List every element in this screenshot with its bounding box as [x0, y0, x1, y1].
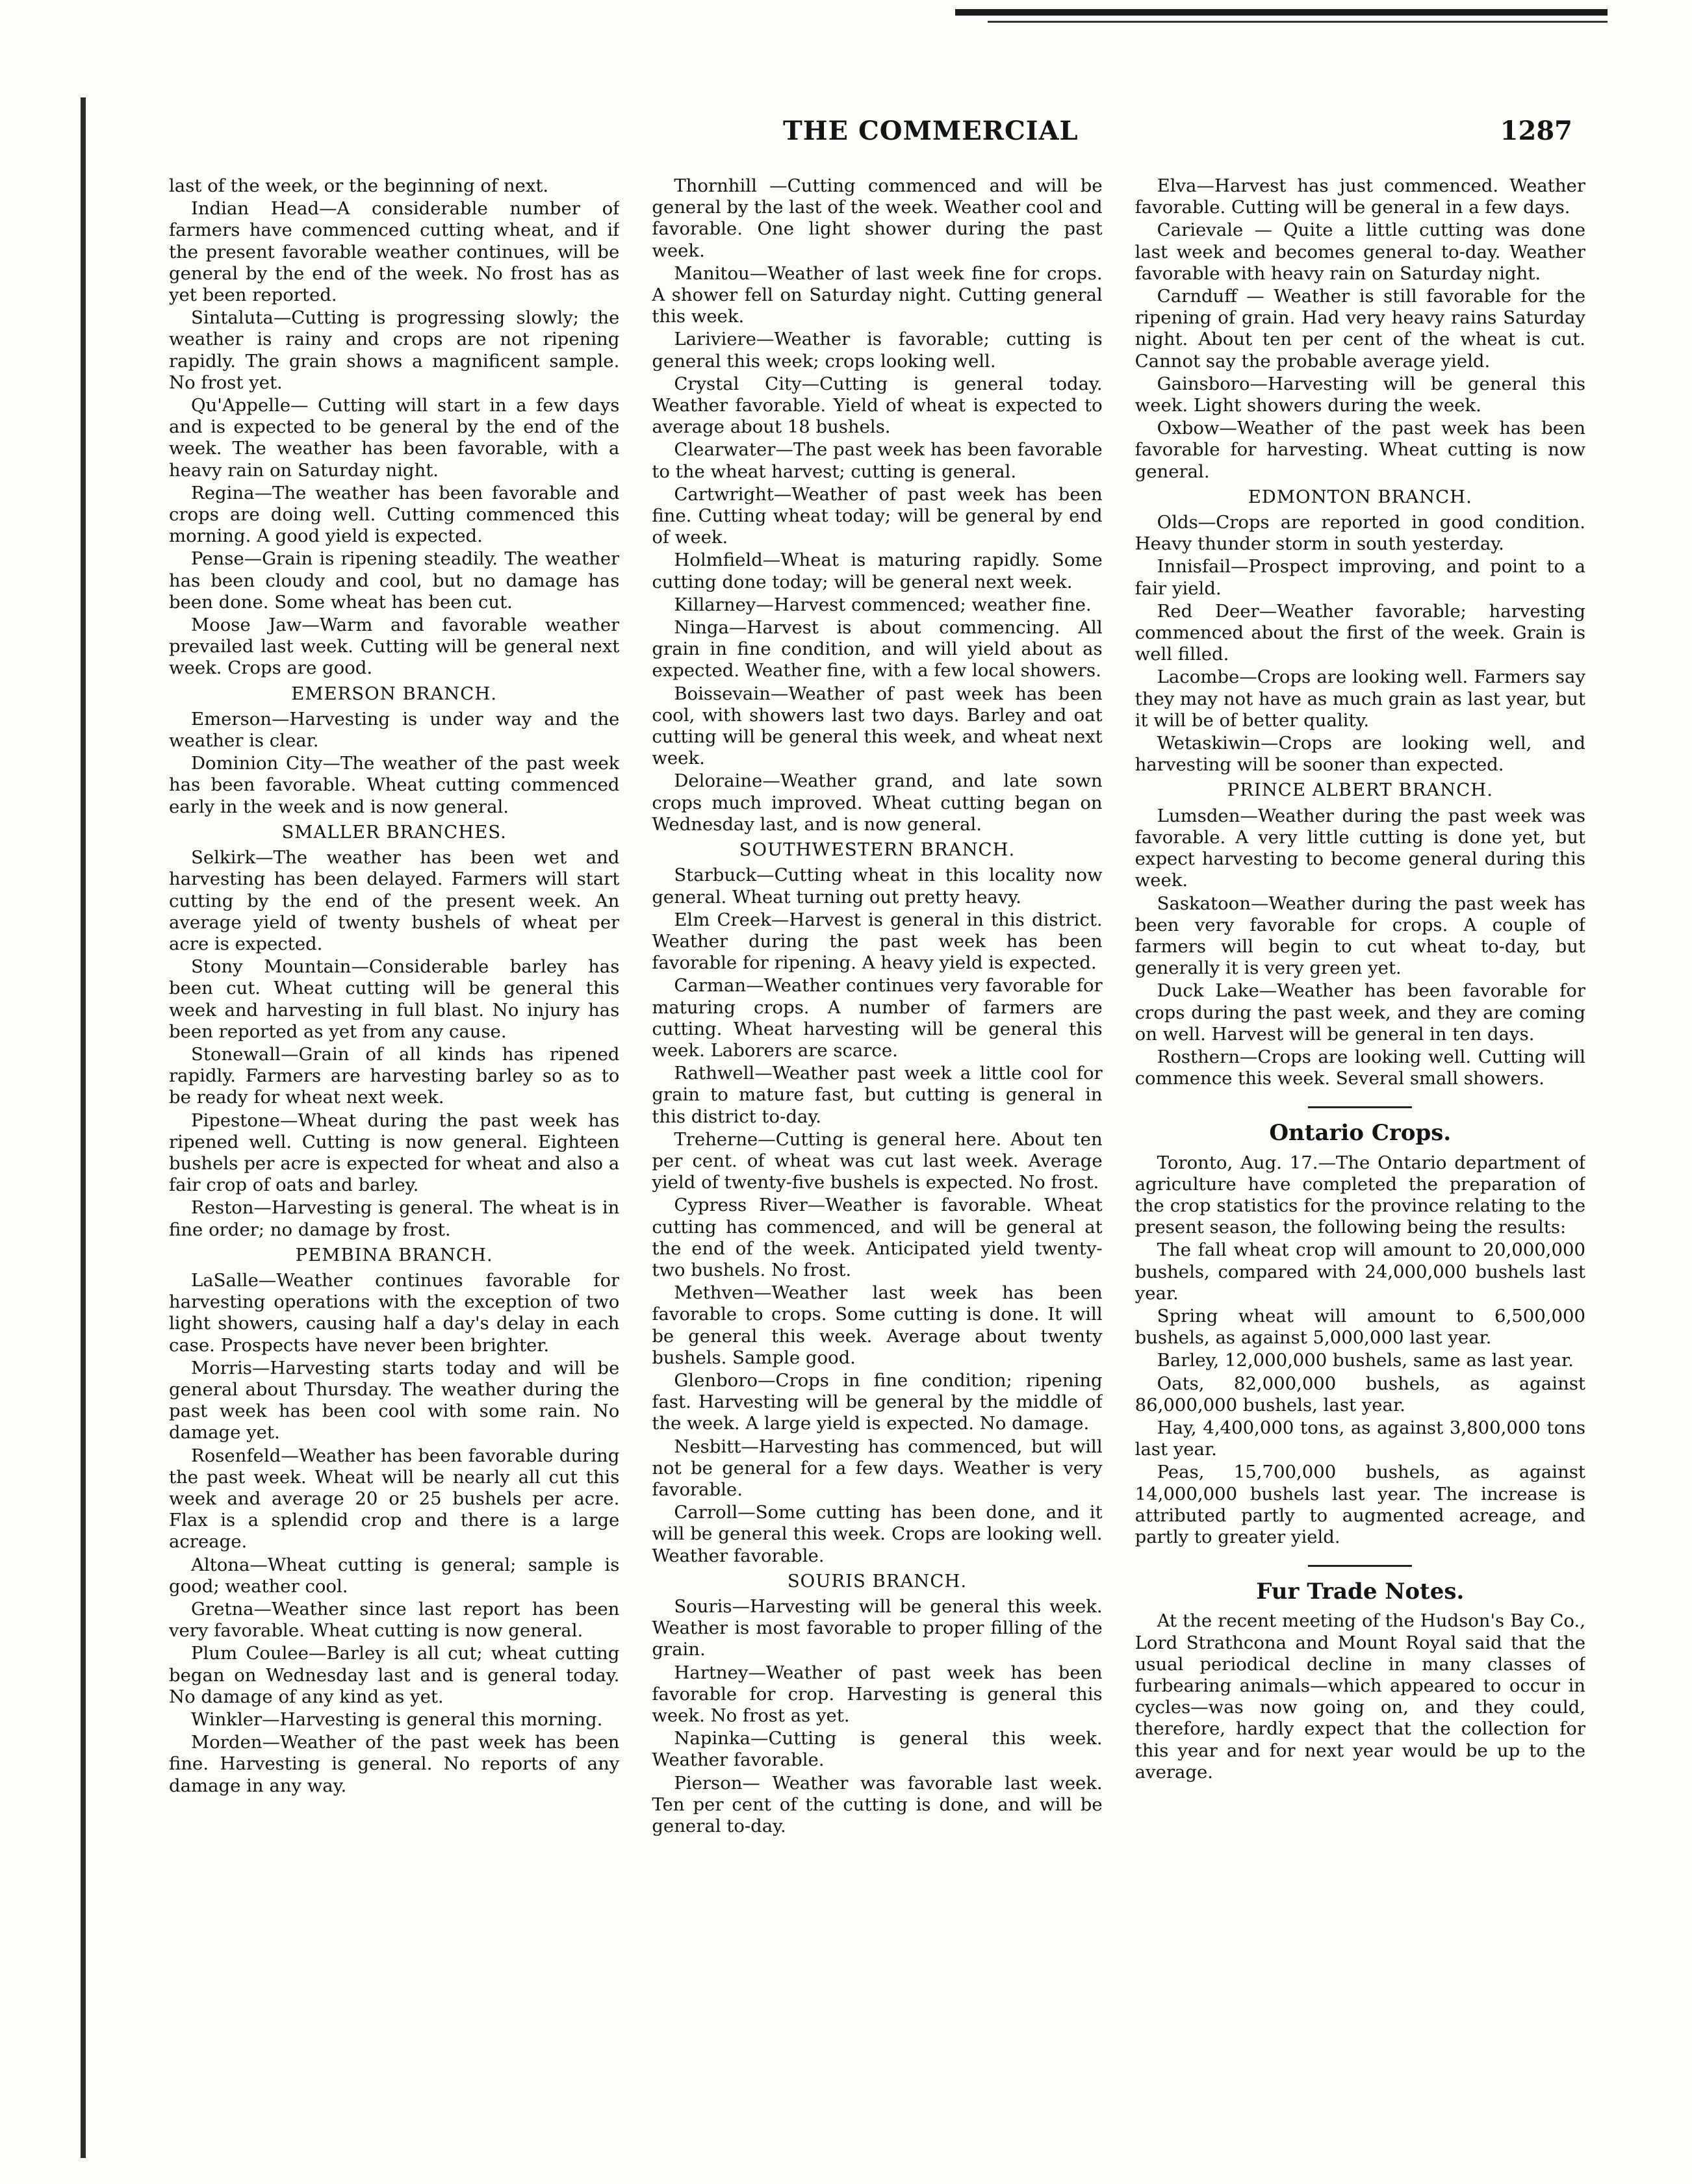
- paragraph: Morris—Harvesting starts today and will be general about Thursday. The weather during the past week has been cool with some rain. No damage yet.: [169, 1357, 620, 1443]
- paragraph: Manitou—Weather of last week fine for crops. A shower fell on Saturday night. Cutting general this week.: [652, 262, 1103, 327]
- paragraph: Olds—Crops are reported in good condition. Heavy thunder storm in south yesterday.: [1134, 512, 1585, 555]
- column-3: [1135, 175, 1585, 2150]
- paragraph: Carroll—Some cutting has been done, and it will be general this week. Crops are looking well. Weather favorable.: [652, 1502, 1103, 1566]
- paragraph: The fall wheat crop will amount to 20,000,000 bushels, compared with 24,000,000 bushels last year.: [1134, 1239, 1585, 1304]
- article-heading: Fur Trade Notes.: [1256, 1579, 1465, 1605]
- section-heading: SOUTHWESTERN BRANCH.: [739, 839, 1016, 861]
- binding-edge-line: [81, 97, 86, 2158]
- paragraph: Napinka—Cutting is general this week. Weather favorable.: [652, 1728, 1103, 1771]
- paragraph: Souris—Harvesting will be general this week. Weather is most favorable to proper filling of the grain.: [652, 1596, 1103, 1660]
- paragraph: Rathwell—Weather past week a little cool for grain to mature fast, but cutting is general in this district to-day.: [652, 1063, 1103, 1127]
- paragraph: Stonewall—Grain of all kinds has ripened rapidly. Farmers are harvesting barley so as to be ready for wheat next week.: [169, 1043, 620, 1108]
- paragraph: Selkirk—The weather has been wet and harvesting has been delayed. Farmers will start cutting by the end of the present week. An average yield of twenty bushels of wheat per acre is expected.: [169, 847, 620, 954]
- paragraph: Saskatoon—Weather during the past week has been very favorable for crops. A couple of farmers will begin to cut wheat to-day, but generally it is very green yet.: [1134, 893, 1585, 979]
- paragraph: Killarney—Harvest commenced; weather fine.: [674, 594, 1092, 615]
- top-rule-thin: [988, 21, 1608, 23]
- section-heading: SMALLER BRANCHES.: [281, 821, 507, 843]
- column-1: [169, 175, 619, 2150]
- paragraph: Methven—Weather last week has been favorable to crops. Some cutting is done. It will be general this week. Average about twenty bushels. Sample good.: [652, 1282, 1103, 1368]
- paragraph: Lariviere—Weather is favorable; cutting is general this week; crops looking well.: [652, 329, 1103, 372]
- paragraph: Treherne—Cutting is general here. About ten per cent. of wheat was cut last week. Average yield of twenty-five bushels is expected. No frost.: [652, 1128, 1103, 1193]
- paragraph: Hay, 4,400,000 tons, as against 3,800,000 tons last year.: [1134, 1417, 1585, 1460]
- paragraph: Wetaskiwin—Crops are looking well, and harvesting will be sooner than expected.: [1134, 733, 1585, 776]
- paragraph: Deloraine—Weather grand, and late sown crops much improved. Wheat cutting began on Wednesday last, and is now general.: [652, 770, 1103, 835]
- paragraph: Emerson—Harvesting is under way and the weather is clear.: [169, 708, 620, 752]
- article-columns: [169, 175, 1585, 2150]
- paragraph: Thornhill —Cutting commenced and will be general by the last of the week. Weather cool and favorable. One light shower during the past week.: [652, 175, 1103, 261]
- paragraph: Morden—Weather of the past week has been fine. Harvesting is general. No reports of any damage in any way.: [169, 1732, 620, 1796]
- paragraph: Qu'Appelle— Cutting will start in a few days and is expected to be general by the end of the week. The weather has been favorable, with a heavy rain on Saturday night.: [169, 395, 620, 481]
- paragraph: Gainsboro—Harvesting will be general this week. Light showers during the week.: [1134, 373, 1585, 416]
- column-2: [652, 175, 1102, 2150]
- paragraph: Oats, 82,000,000 bushels, as against 86,000,000 bushels, last year.: [1134, 1373, 1585, 1416]
- paragraph: Elva—Harvest has just commenced. Weather favorable. Cutting will be general in a few days.: [1134, 175, 1585, 218]
- paragraph: Oxbow—Weather of the past week has been favorable for harvesting. Wheat cutting is now general.: [1134, 418, 1585, 482]
- paragraph: Clearwater—The past week has been favorable to the wheat harvest; cutting is general.: [652, 439, 1103, 482]
- top-rule: [955, 9, 1608, 16]
- paragraph: Rosthern—Crops are looking well. Cutting will commence this week. Several small showers.: [1134, 1046, 1585, 1089]
- section-divider: [1308, 1565, 1412, 1567]
- paragraph: Glenboro—Crops in fine condition; ripening fast. Harvesting will be general by the middle of the week. A large yield is expected. No damage.: [652, 1369, 1103, 1434]
- paragraph: Indian Head—A considerable number of farmers have commenced cutting wheat, and if the present favorable weather continues, will be general by the end of the week. No frost has as yet been reported.: [169, 198, 620, 306]
- section-heading: PEMBINA BRANCH.: [295, 1244, 493, 1265]
- paragraph: Duck Lake—Weather has been favorable for crops during the past week, and they are coming on well. Harvest will be general in ten days.: [1134, 980, 1585, 1045]
- paragraph: Ninga—Harvest is about commencing. All grain in fine condition, and will yield about as expected. Weather fine, with a few local showers.: [652, 617, 1103, 681]
- section-heading: SOURIS BRANCH.: [787, 1570, 968, 1592]
- paragraph: Sintaluta—Cutting is progressing slowly; the weather is rainy and crops are not ripening rapidly. The grain shows a magnificent sample. No frost yet.: [169, 307, 620, 393]
- paragraph: Cypress River—Weather is favorable. Wheat cutting has commenced, and will be general at the end of the week. Anticipated yield twenty-two bushels. No frost.: [652, 1195, 1103, 1280]
- paragraph: Barley, 12,000,000 bushels, same as last year.: [1157, 1350, 1574, 1371]
- paragraph: Rosenfeld—Weather has been favorable during the past week. Wheat will be nearly all cut this week and average 20 or 25 bushels per acre. Flax is a splendid crop and there is a large acreage.: [169, 1445, 620, 1553]
- paragraph: Hartney—Weather of past week has been favorable for crop. Harvesting is general this week. No frost as yet.: [652, 1662, 1103, 1727]
- section-divider: [1308, 1106, 1412, 1108]
- paragraph: Stony Mountain—Considerable barley has been cut. Wheat cutting will be general this week and harvesting in full blast. No injury has been reported as yet from any cause.: [169, 956, 620, 1042]
- paragraph: last of the week, or the beginning of next.: [169, 175, 549, 196]
- paragraph: Nesbitt—Harvesting has commenced, but will not be general for a few days. Weather is very favorable.: [652, 1436, 1103, 1500]
- section-heading: EMERSON BRANCH.: [291, 683, 498, 704]
- paragraph: LaSalle—Weather continues favorable for harvesting operations with the exception of two light showers, causing half a day's delay in each case. Prospects have never been brighter.: [169, 1269, 620, 1356]
- section-heading: EDMONTON BRANCH.: [1248, 486, 1472, 507]
- section-heading: PRINCE ALBERT BRANCH.: [1227, 780, 1493, 801]
- paragraph: Holmfield—Wheat is maturing rapidly. Some cutting done today; will be general next week.: [652, 550, 1103, 592]
- paragraph: Lumsden—Weather during the past week was favorable. A very little cutting is done yet, but expect harvesting to become general during this week.: [1134, 805, 1585, 891]
- paragraph: Winkler—Harvesting is general this morning.: [191, 1709, 603, 1731]
- paragraph: Pierson— Weather was favorable last week. Ten per cent of the cutting is done, and will be general to-day.: [652, 1772, 1103, 1837]
- paragraph: Elm Creek—Harvest is general in this district. Weather during the past week has been favorable for ripening. A heavy yield is expected.: [652, 909, 1103, 974]
- paragraph: Dominion City—The weather of the past week has been favorable. Wheat cutting commenced early in the week and is now general.: [169, 753, 620, 817]
- page-number: 1287: [1500, 116, 1572, 146]
- paragraph: Plum Coulee—Barley is all cut; wheat cutting began on Wednesday last and is general today. No damage of any kind as yet.: [169, 1643, 620, 1707]
- paragraph: Toronto, Aug. 17.—The Ontario department of agriculture have completed the preparation of the crop statistics for the province relating to the present season, the following being the results:: [1134, 1152, 1585, 1238]
- paragraph: Pense—Grain is ripening steadily. The weather has been cloudy and cool, but no damage has been done. Some wheat has been cut.: [169, 548, 620, 613]
- paragraph: Regina—The weather has been favorable and crops are doing well. Cutting commenced this morning. A good yield is expected.: [169, 482, 620, 547]
- paragraph: Spring wheat will amount to 6,500,000 bushels, as against 5,000,000 last year.: [1134, 1305, 1585, 1349]
- paragraph: Altona—Wheat cutting is general; sample is good; weather cool.: [169, 1554, 620, 1597]
- running-title: THE COMMERCIAL: [783, 116, 1079, 146]
- paragraph: Gretna—Weather since last report has been very favorable. Wheat cutting is now general.: [169, 1599, 620, 1642]
- paragraph: Reston—Harvesting is general. The wheat is in fine order; no damage by frost.: [169, 1197, 620, 1240]
- paragraph: At the recent meeting of the Hudson's Bay Co., Lord Strathcona and Mount Royal said that the usual periodical decline in many classes of furbearing animals—which appeared to occur in cycles—was now going on, and they could, therefore, hardly expect that the collection for this year and for next year would be up to the average.: [1134, 1610, 1585, 1783]
- paragraph: Carnduff — Weather is still favorable for the ripening of grain. Had very heavy rains Saturday night. About ten per cent of the wheat is cut. Cannot say the probable average yield.: [1134, 286, 1585, 372]
- paragraph: Red Deer—Weather favorable; harvesting commenced about the first of the week. Grain is well filled.: [1134, 600, 1585, 665]
- paragraph: Carman—Weather continues very favorable for maturing crops. A number of farmers are cutting. Wheat harvesting will be general this week. Laborers are scarce.: [652, 975, 1103, 1061]
- paragraph: Moose Jaw—Warm and favorable weather prevailed last week. Cutting will be general next week. Crops are good.: [169, 615, 620, 679]
- paragraph: Crystal City—Cutting is general today. Weather favorable. Yield of wheat is expected to average about 18 bushels.: [652, 373, 1103, 438]
- paragraph: Boissevain—Weather of past week has been cool, with showers last two days. Barley and oat cutting will be general this week, and wheat next week.: [652, 683, 1103, 769]
- paragraph: Pipestone—Wheat during the past week has ripened well. Cutting is now general. Eighteen bushels per acre is expected for wheat and also a fair crop of oats and barley.: [169, 1110, 620, 1196]
- paragraph: Starbuck—Cutting wheat in this locality now general. Wheat turning out pretty heavy.: [652, 865, 1103, 908]
- article-heading: Ontario Crops.: [1269, 1120, 1452, 1147]
- page-header: [169, 116, 1585, 161]
- paragraph: Carievale — Quite a little cutting was done last week and becomes general to-day. Weather favorable with heavy rain on Saturday night.: [1134, 220, 1585, 284]
- paragraph: Lacombe—Crops are looking well. Farmers say they may not have as much grain as last year, but it will be of better quality.: [1134, 667, 1585, 731]
- paragraph: Cartwright—Weather of past week has been fine. Cutting wheat today; will be general by end of week.: [652, 483, 1103, 548]
- paragraph: Innisfail—Prospect improving, and point to a fair yield.: [1134, 556, 1585, 599]
- paragraph: Peas, 15,700,000 bushels, as against 14,000,000 bushels last year. The increase is attributed partly to augmented acreage, and partly to greater yield.: [1134, 1462, 1585, 1547]
